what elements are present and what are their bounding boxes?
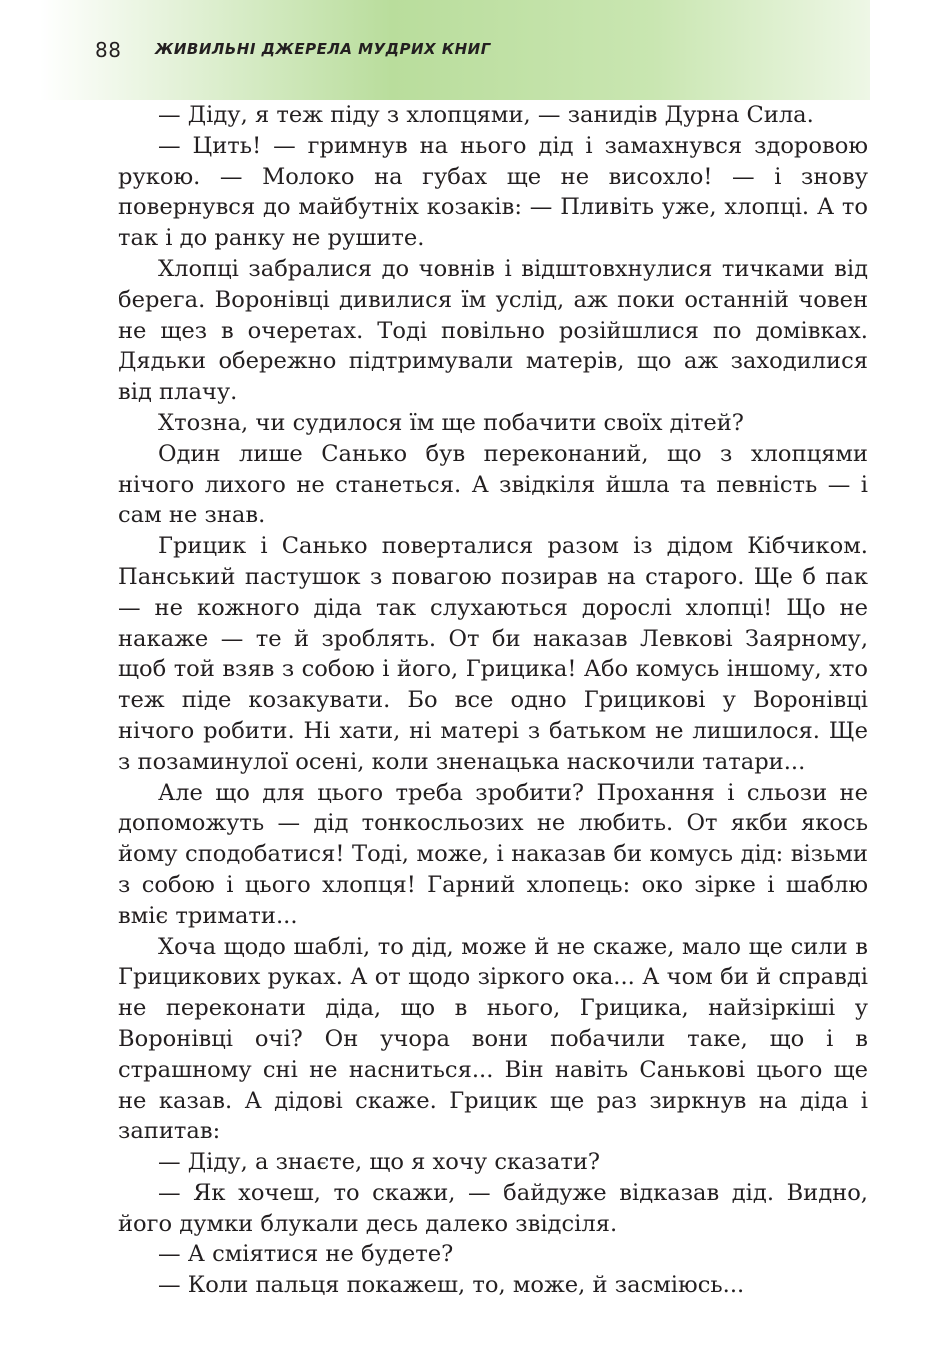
running-title: ЖИВИЛЬНІ ДЖЕРЕЛА МУДРИХ КНИГ xyxy=(155,40,491,58)
paragraph: — Цить! — гримнув на нього дід і замахнувся здоровою рукою. — Молоко на губах ще не висохло! — і знову повернувся до майбутніх козаків: — Пливіть уже, хлопці. А то так і до ранку не рушите. xyxy=(118,132,868,252)
paragraph: Грицик і Санько поверталися разом із дідом Кібчиком. Панський пастушок з повагою позирав на старого. Ще б пак — не кожного діда так слухаються дорослі хлопці! Що не накаже — те й зроблять. От би наказав Левкові Заярному, щоб той взяв з собою і його, Грицика! Або комусь іншому, хто теж піде козакувати. Бо все одно Грицикові у Воронівці нічого робити. Ні хати, ні матері з батьком не лишилося. Ще з позаминулої осені, коли зненацька наскочили татари... xyxy=(118,533,868,775)
paragraph: Хоча щодо шаблі, то дід, може й не скаже, мало ще сили в Грицикових руках. А от щодо зіркого ока... А чом би й справді не переконати діда, що в нього, Грицика, найзіркіші у Воронівці очі? Он учора вони побачили таке, що і в страшному сні не насниться... Він навіть Санькові цього ще не казав. А дідові скаже. Грицик ще раз зиркнув на діда і запитав: xyxy=(118,933,868,1145)
paragraph: — А сміятися не будете? xyxy=(158,1241,454,1268)
paragraph: Хлопці забралися до човнів і відштовхнулися тичками від берега. Воронівці дивилися їм услід, аж поки останній човен не щез в очеретах. Тоді повільно розійшлися по домівках. Дядьки обережно підтримували матерів, що аж заходилися від плачу. xyxy=(118,255,868,406)
page-number: 88 xyxy=(95,38,122,62)
paragraph: Але що для цього треба зробити? Прохання і сльози не допоможуть — дід тонкосльозих не любить. От якби якось йому сподобатися! Тоді, може, і наказав би комусь дід: візьми з собою і цього хлопця! Гарний хлопець: око зірке і шаблю вміє тримати... xyxy=(118,779,868,929)
text-body xyxy=(118,100,868,1301)
paragraph: — Як хочеш, то скажи, — байдуже відказав дід. Видно, його думки блукали десь далеко звідсіля. xyxy=(118,1179,868,1237)
paragraph: Один лише Санько був переконаний, що з хлопцями нічого лихого не станеться. А звідкіля йшла та певність — і сам не знав. xyxy=(118,440,868,529)
paragraph: Хтозна, чи судилося їм ще побачити своїх дітей? xyxy=(158,409,744,436)
paragraph: — Коли пальця покажеш, то, може, й засміюсь... xyxy=(158,1272,745,1299)
paragraph: — Діду, я теж піду з хлопцями, — занидів Дурна Сила. xyxy=(158,102,814,128)
paragraph: — Діду, а знаєте, що я хочу сказати? xyxy=(158,1149,601,1176)
